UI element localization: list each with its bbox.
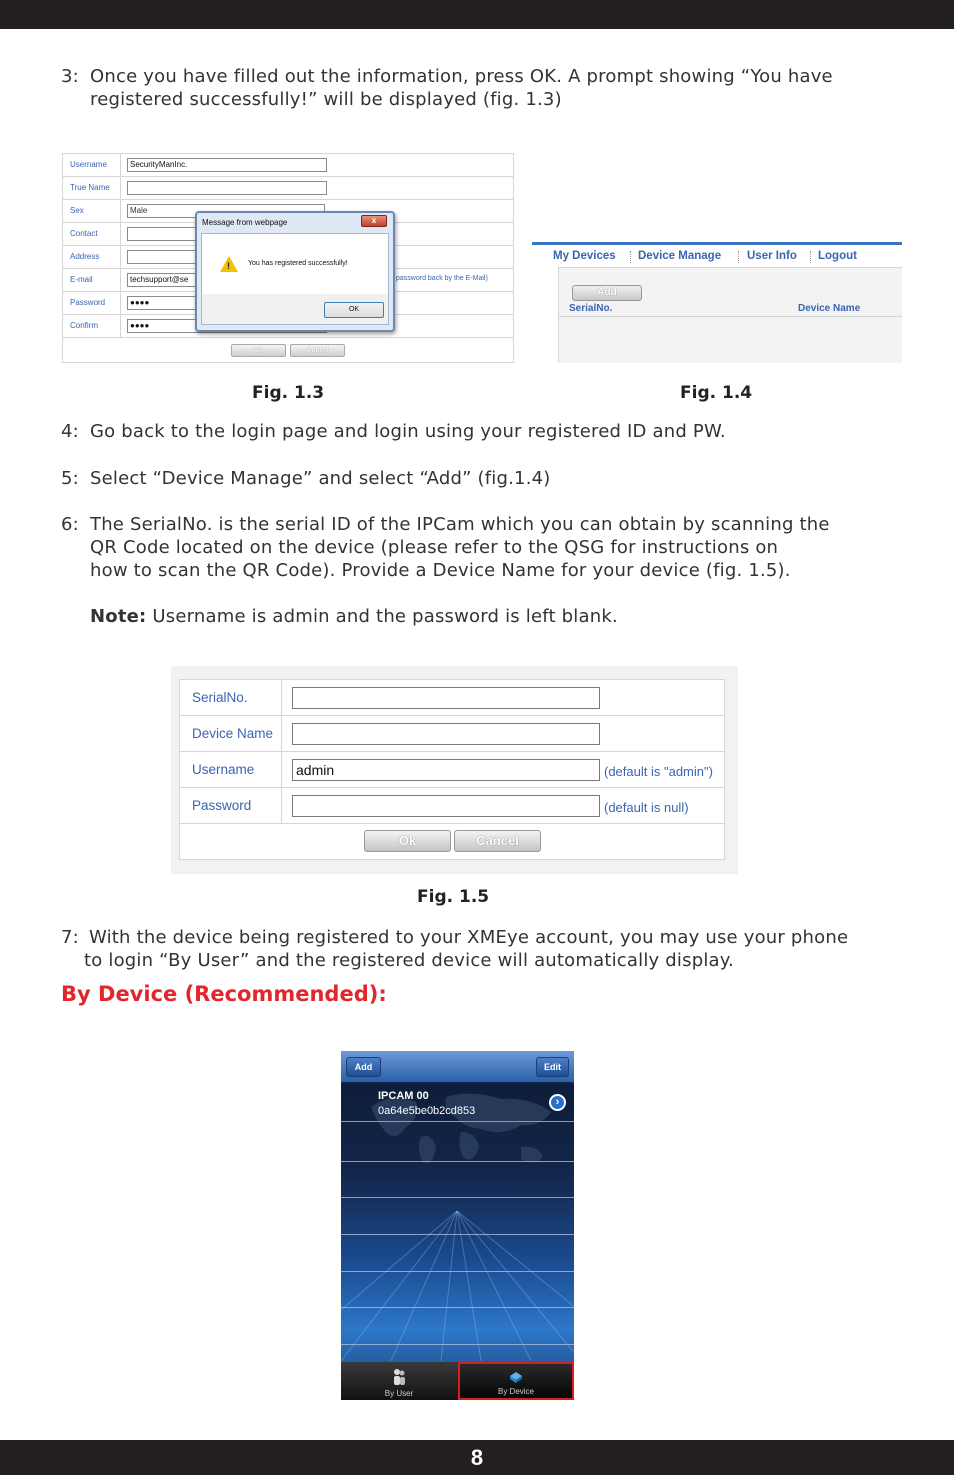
field-label: Password [70,298,106,307]
username-hint: (default is "admin") [604,764,713,779]
step-4 [61,420,726,443]
user-icon [392,1368,406,1386]
phone-screenshot [341,1051,574,1400]
app-header [341,1051,574,1083]
step-text: The SerialNo. is the serial ID of the IPCam which you can obtain by scanning the [90,514,830,535]
figure-caption: Fig. 1.4 [680,383,753,403]
warning-mark: ! [227,261,230,271]
step-number: 3: [61,66,79,87]
confirm-input[interactable]: ●●●● [127,319,327,333]
fig-1-4-device-manage [532,240,902,363]
chevron-right-icon[interactable]: › [549,1094,566,1111]
step-number: 6: [61,514,79,535]
header-bar [0,0,954,29]
ok-button[interactable]: Ok [364,830,451,852]
form-row [180,680,724,716]
device-serial: 0a64e5be0b2cd853 [378,1105,476,1117]
select-value: Male [130,206,148,215]
email-input[interactable]: techsupport@se [127,273,327,287]
field-label: Device Name [192,726,274,741]
nav-logout[interactable]: Logout [818,250,857,262]
step-7 [61,926,848,972]
step-6 [61,513,830,582]
step-text: Once you have filled out the information, press OK. A prompt showing “You have [90,66,833,87]
dialog-message: You has registered successfully! [248,260,348,267]
figure-caption: Fig. 1.5 [417,887,490,907]
device-list-item[interactable] [341,1084,574,1122]
field-label: Contact [70,229,98,238]
ok-button[interactable]: Ok [231,344,286,357]
form-row [63,154,513,177]
add-button[interactable]: Add [346,1057,381,1077]
device-name: IPCAM 00 [378,1090,429,1102]
figure-caption: Fig. 1.3 [252,383,325,403]
step-3 [61,65,921,111]
dialog-body [201,233,389,325]
tab-label: By Device [497,1387,534,1396]
close-icon[interactable]: x [361,215,387,227]
message-dialog [195,211,395,332]
step-text: QR Code located on the device (please refer to the QSG for instructions on [90,537,779,558]
email-hint: password back by the E-Mail) [396,275,488,282]
note-label: Note: [90,606,147,627]
field-label: Username [192,762,255,777]
true-name-input[interactable] [127,181,327,195]
field-label: Confirm [70,321,99,330]
note [90,605,618,628]
nav-top-border [532,242,902,245]
step-text: Go back to the login page and login using your registered ID and PW. [90,421,726,442]
field-label: Username [70,160,107,169]
field-label: SerialNo. [192,690,248,705]
dialog-ok-button[interactable]: OK [324,302,384,318]
section-title: By Device (Recommended): [61,982,387,1006]
page-number: 8 [0,1440,954,1475]
device-icon [508,1370,524,1384]
form-row [63,177,513,200]
fig-1-5-add-device-form [179,679,725,860]
step-text: Select “Device Manage” and select “Add” (fig.1.4) [90,468,551,489]
field-label: Address [70,252,100,261]
step-text: registered successfully!” will be displayed (fig. 1.3) [90,89,562,110]
column-header-serial: SerialNo. [569,303,613,314]
nav-user-info[interactable]: User Info [747,250,797,262]
field-label: E-mail [70,275,93,284]
step-text: how to scan the QR Code). Provide a Device Name for your device (fig. 1.5). [90,560,791,581]
tab-label: By User [384,1389,414,1398]
step-number: 7: [61,927,79,948]
fig-1-3-registration-form [62,153,514,363]
tab-by-device[interactable] [458,1362,574,1400]
step-number: 5: [61,468,79,489]
field-label: Password [192,798,252,813]
nav-device-manage[interactable]: Device Manage [638,250,722,262]
field-label: Sex [70,206,84,215]
cancel-button[interactable]: Cancel [454,830,541,852]
nav-my-devices[interactable]: My Devices [553,250,616,262]
cancel-button[interactable]: Cancel [290,344,345,357]
dialog-footer [202,294,388,324]
column-header-device-name: Device Name [798,303,861,314]
form-row [180,788,724,824]
step-5 [61,467,551,490]
tab-by-user[interactable] [341,1362,457,1400]
step-number: 4: [61,421,79,442]
form-row [180,716,724,752]
form-row [180,752,724,788]
step-text: With the device being registered to your XMEye account, you may use your phone [89,927,849,948]
edit-button[interactable]: Edit [536,1057,569,1077]
password-input[interactable]: ●●●● [127,296,327,310]
serial-no-input[interactable] [292,687,600,709]
field-label: True Name [70,183,110,192]
grid-floor-graphic [341,1211,574,1361]
device-name-input[interactable] [292,723,600,745]
username-input[interactable]: SecurityManInc. [127,158,327,172]
note-text: Username is admin and the password is left blank. [146,606,618,627]
add-device-button[interactable]: Add [572,285,642,301]
password-hint: (default is null) [604,800,689,815]
password-input[interactable] [292,795,600,817]
username-input[interactable]: admin [292,759,600,781]
step-text: to login “By User” and the registered device will automatically display. [84,950,734,971]
tab-bar [341,1362,574,1400]
dialog-title: Message from webpage [202,218,288,227]
